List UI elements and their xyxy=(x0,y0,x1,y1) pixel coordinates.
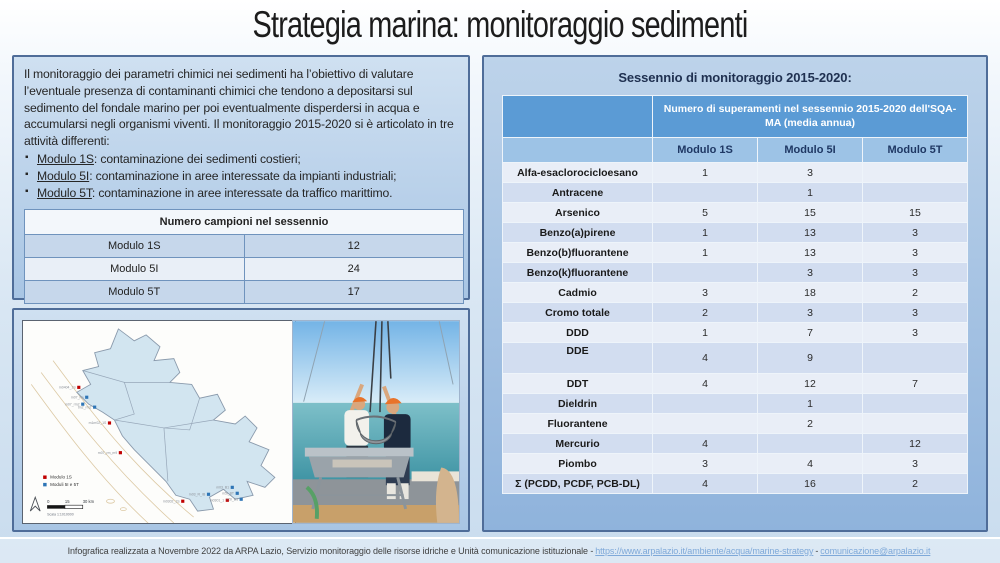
value-modulo-5i xyxy=(758,434,863,454)
value-modulo-5i: 3 xyxy=(758,303,863,323)
module-label-cell: Modulo 5T xyxy=(25,280,245,303)
map-marker-blue xyxy=(236,492,239,495)
corner-cell-2 xyxy=(503,138,653,163)
substance-label: Mercurio xyxy=(503,434,653,454)
table-row xyxy=(503,163,968,183)
value-modulo-1s xyxy=(653,394,758,414)
value-modulo-1s: 1 xyxy=(653,323,758,343)
module-name: Modulo 5T xyxy=(37,185,92,200)
sediment-sample xyxy=(333,460,392,468)
value-modulo-5i: 18 xyxy=(758,283,863,303)
map-scale-bar xyxy=(47,499,94,516)
modules-bullet-list xyxy=(24,151,459,201)
value-modulo-5t xyxy=(863,394,968,414)
bullet-item xyxy=(24,151,459,168)
map-marker-label: m5l_BT xyxy=(222,491,235,496)
value-modulo-5t: 3 xyxy=(863,454,968,474)
map-marker-blue xyxy=(240,498,243,501)
samples-table-header: Numero campioni nel sessennio xyxy=(25,209,464,234)
lazio-map-illustration xyxy=(23,321,295,523)
results-panel xyxy=(482,55,988,532)
scale-tick: 0 xyxy=(47,499,50,505)
sample-count-cell: 24 xyxy=(244,257,464,280)
monitoring-stations-map xyxy=(22,320,296,524)
value-modulo-5i: 3 xyxy=(758,263,863,283)
footer xyxy=(0,537,1000,563)
map-marker-label: m03_R_rB xyxy=(188,492,206,497)
sample-count-cell: 12 xyxy=(244,234,464,257)
legend-swatch xyxy=(43,483,46,486)
sampling-photo-illustration xyxy=(293,321,459,523)
value-modulo-5i: 1 xyxy=(758,183,863,203)
legend-swatch xyxy=(43,475,46,478)
module-name: Modulo 5I xyxy=(37,168,90,183)
value-modulo-5i: 9 xyxy=(758,343,863,374)
substance-label: Dieldrin xyxy=(503,394,653,414)
map-marker-label: m07_rm2 xyxy=(64,402,80,407)
value-modulo-5i: 13 xyxy=(758,243,863,263)
value-modulo-5t: 2 xyxy=(863,283,968,303)
scale-tick: 30 km xyxy=(82,499,95,505)
substance-label: Benzo(k)fluorantene xyxy=(503,263,653,283)
value-modulo-5i: 16 xyxy=(758,474,863,494)
value-modulo-1s: 1 xyxy=(653,223,758,243)
value-modulo-5t: 3 xyxy=(863,303,968,323)
value-modulo-1s: 1 xyxy=(653,243,758,263)
table-row xyxy=(503,414,968,434)
samples-table-row xyxy=(25,280,464,303)
substance-label: Fluorantene xyxy=(503,414,653,434)
substance-label: Piombo xyxy=(503,454,653,474)
value-modulo-1s xyxy=(653,263,758,283)
map-marker-label: m0302_1S xyxy=(162,499,180,504)
scale-note: Scala 1:1010000 xyxy=(47,512,74,517)
value-modulo-5t xyxy=(863,163,968,183)
page-title: Strategia marina: monitoraggio sedimenti xyxy=(252,4,748,45)
map-marker-label: tm2_rm2 xyxy=(77,405,92,410)
module-label-cell: Modulo 1S xyxy=(25,234,245,257)
value-modulo-5t: 2 xyxy=(863,474,968,494)
value-modulo-1s: 3 xyxy=(653,283,758,303)
table-row xyxy=(503,394,968,414)
samples-table-row xyxy=(25,234,464,257)
map-marker-label: m5l_B1 xyxy=(226,497,239,502)
table-row xyxy=(503,303,968,323)
value-modulo-1s xyxy=(653,183,758,203)
legend-label: Moduli 5I e 5T xyxy=(50,482,79,488)
col-header-5t: Modulo 5T xyxy=(863,138,968,163)
module-name: Modulo 1S xyxy=(37,152,94,167)
value-modulo-5i: 2 xyxy=(758,414,863,434)
map-marker-label: m0301_1 xyxy=(209,498,225,503)
table-row xyxy=(503,434,968,454)
value-modulo-1s: 1 xyxy=(653,163,758,183)
value-modulo-5i: 12 xyxy=(758,374,863,394)
map-marker-blue xyxy=(231,486,234,489)
value-modulo-5t: 7 xyxy=(863,374,968,394)
value-modulo-1s: 3 xyxy=(653,454,758,474)
exceedances-table-body xyxy=(503,163,968,494)
value-modulo-1s xyxy=(653,414,758,434)
table-row xyxy=(503,223,968,243)
white-boot xyxy=(387,483,396,499)
value-modulo-5i: 4 xyxy=(758,454,863,474)
footer-email-link[interactable]: comunicazione@arpalazio.it xyxy=(820,546,931,556)
table-row xyxy=(503,323,968,343)
map-marker-label: m07_rm xyxy=(70,395,84,400)
substance-label: Antracene xyxy=(503,183,653,203)
table-row xyxy=(503,203,968,223)
substance-label: Alfa-esaclorocicloesano xyxy=(503,163,653,183)
value-modulo-1s: 4 xyxy=(653,374,758,394)
substance-label: DDD xyxy=(503,323,653,343)
substance-label: Arsenico xyxy=(503,203,653,223)
substance-label: Cadmio xyxy=(503,283,653,303)
lazio-region-shape xyxy=(77,329,275,511)
samples-count-table xyxy=(24,209,464,304)
map-marker-red xyxy=(77,386,80,389)
results-title: Sessennio di monitoraggio 2015-2020: xyxy=(618,70,852,85)
corner-cell xyxy=(503,96,653,138)
value-modulo-1s: 5 xyxy=(653,203,758,223)
value-modulo-5t xyxy=(863,343,968,374)
col-header-5i: Modulo 5I xyxy=(758,138,863,163)
exceedances-table xyxy=(502,95,968,494)
map-marker-red xyxy=(119,451,122,454)
substance-label: DDT xyxy=(503,374,653,394)
substance-label: DDE xyxy=(503,343,653,374)
table-row xyxy=(503,183,968,203)
value-modulo-1s: 4 xyxy=(653,434,758,454)
value-modulo-5t: 3 xyxy=(863,223,968,243)
map-marker-blue xyxy=(207,493,210,496)
map-marker-label: m03_B1 xyxy=(216,485,230,490)
table-row xyxy=(503,343,968,374)
samples-table-body xyxy=(25,234,464,303)
north-arrow-icon xyxy=(30,497,40,511)
col-header-1s: Modulo 1S xyxy=(653,138,758,163)
legend-label: Modulo 1S xyxy=(50,474,72,480)
table-columns-row xyxy=(503,138,968,163)
substance-label: Benzo(b)fluorantene xyxy=(503,243,653,263)
module-description: : contaminazione in aree interessate da traffico marittimo. xyxy=(91,185,393,200)
map-marker-red xyxy=(181,500,184,503)
substance-label: Benzo(a)pirene xyxy=(503,223,653,243)
module-description: : contaminazione in aree interessate da impianti industriali; xyxy=(89,168,397,183)
table-row xyxy=(503,454,968,474)
value-modulo-1s: 4 xyxy=(653,343,758,374)
sampling-photo xyxy=(292,320,460,524)
map-marker-label: m1m02_1S xyxy=(88,421,107,426)
group-header-cell: Numero di superamenti nel sessennio 2015-2020 dell'SQA-MA (media annua) xyxy=(653,96,968,138)
map-legend xyxy=(43,475,79,487)
value-modulo-5t: 15 xyxy=(863,203,968,223)
value-modulo-5i: 1 xyxy=(758,394,863,414)
intro-panel xyxy=(12,55,470,300)
footer-separator: - xyxy=(815,546,819,556)
value-modulo-5i: 15 xyxy=(758,203,863,223)
substance-label: Cromo totale xyxy=(503,303,653,323)
value-modulo-5t: 12 xyxy=(863,434,968,454)
value-modulo-5t xyxy=(863,183,968,203)
map-marker-label: m0404_1S xyxy=(58,385,76,390)
module-label-cell: Modulo 5I xyxy=(25,257,245,280)
table-row xyxy=(503,283,968,303)
value-modulo-5i: 13 xyxy=(758,223,863,243)
module-description: : contaminazione dei sedimenti costieri; xyxy=(93,152,301,167)
table-row xyxy=(503,243,968,263)
value-modulo-5t: 3 xyxy=(863,323,968,343)
value-modulo-1s: 4 xyxy=(653,474,758,494)
map-marker-label: m07_rm_m9 xyxy=(97,450,118,455)
scale-tick: 15 xyxy=(64,499,70,505)
value-modulo-5t xyxy=(863,414,968,434)
table-group-header-row xyxy=(503,96,968,138)
samples-table-row xyxy=(25,257,464,280)
scale-tick-labels xyxy=(47,499,94,504)
photo-sky xyxy=(293,321,459,402)
footer-website-link[interactable]: https://www.arpalazio.it/ambiente/acqua/marine-strategy xyxy=(595,546,814,556)
map-marker-blue xyxy=(85,396,88,399)
table-row xyxy=(503,474,968,494)
media-panel xyxy=(12,308,470,532)
value-modulo-5t: 3 xyxy=(863,243,968,263)
table-row xyxy=(503,374,968,394)
sample-count-cell: 17 xyxy=(244,280,464,303)
footer-credit-text: Infografica realizzata a Novembre 2022 da ARPA Lazio, Servizio monitoraggio delle risorse idriche e Unità comunicazione istituzionale - xyxy=(67,546,594,556)
bullet-item xyxy=(24,185,459,202)
intro-text: Il monitoraggio dei parametri chimici nei sedimenti ha l’obiettivo di valutare l’eventuale presenza di contaminanti chimici che tendono a depositarsi sul sedimento del fondale marino per poi eventualmente disperdersi in acqua e accumularsi negli organismi viventi. Il monitoraggio 2015-2020 si è articolato in tre attività differenti: xyxy=(24,67,454,149)
value-modulo-5t: 3 xyxy=(863,263,968,283)
map-marker-red xyxy=(108,421,111,424)
value-modulo-5i: 7 xyxy=(758,323,863,343)
table-row xyxy=(503,263,968,283)
bullet-item xyxy=(24,168,459,185)
map-marker-blue xyxy=(93,406,96,409)
substance-label: Σ (PCDD, PCDF, PCB-DL) xyxy=(503,474,653,494)
value-modulo-1s: 2 xyxy=(653,303,758,323)
value-modulo-5i: 3 xyxy=(758,163,863,183)
